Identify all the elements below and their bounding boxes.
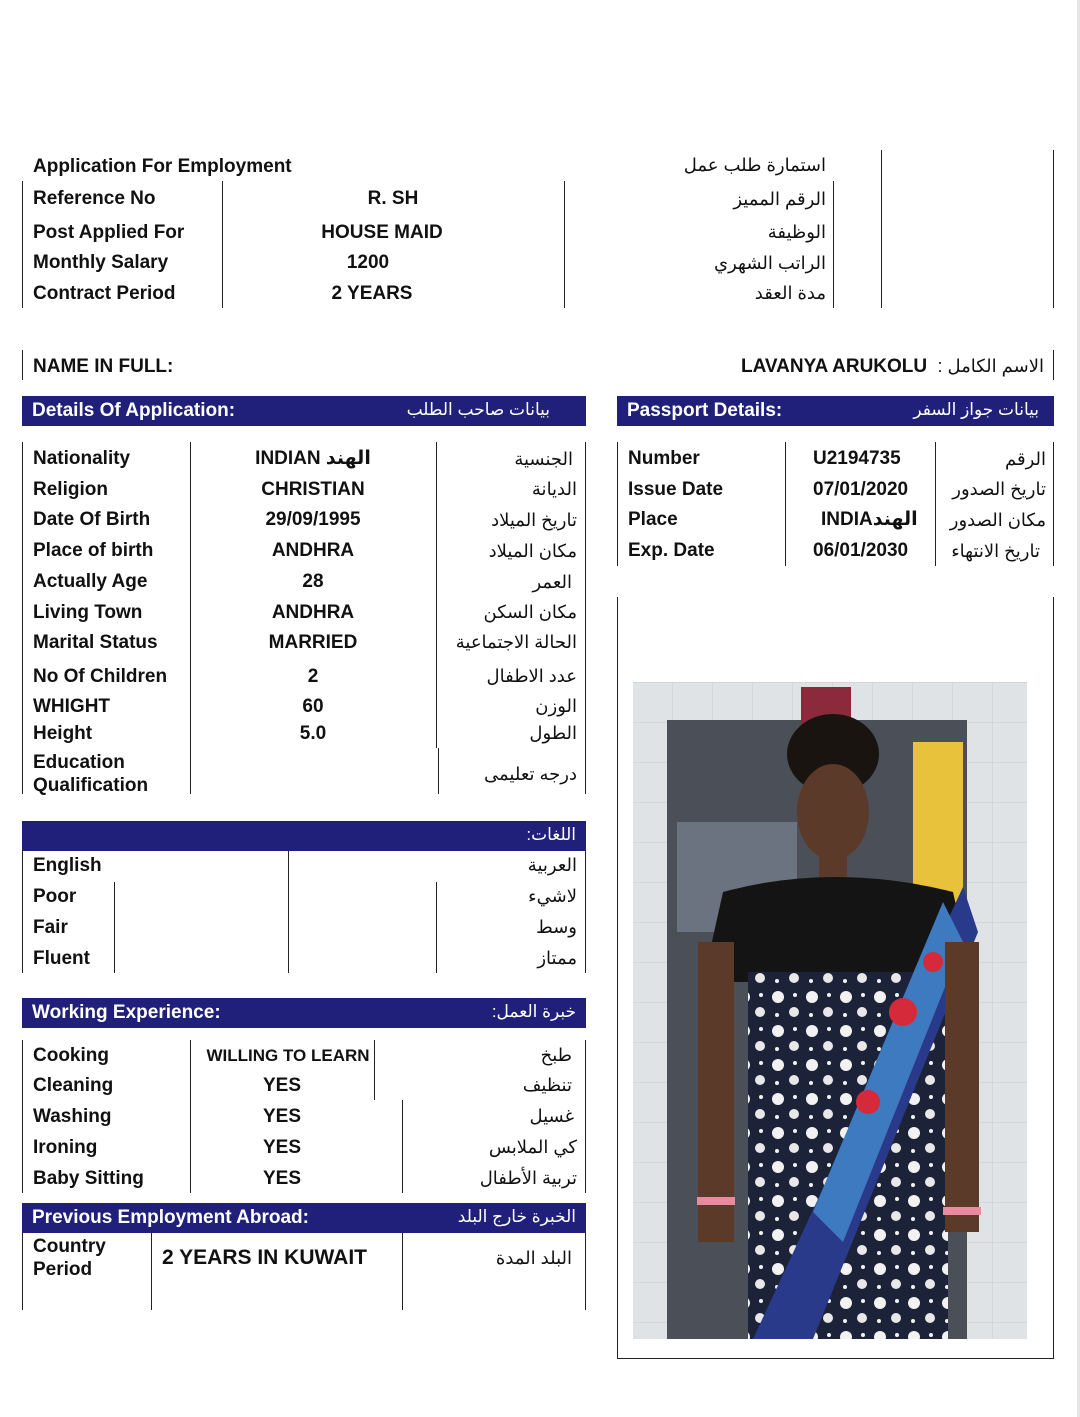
experience-value: YES [262,1137,302,1158]
post-applied-value: HOUSE MAID [321,222,443,243]
detail-value: ANDHRA [271,602,355,623]
detail-label: Marital Status [33,632,158,653]
level-fluent: Fluent [33,948,90,969]
post-applied-label: Post Applied For [33,222,185,243]
detail-label-ar: مكان الميلاد [488,541,577,561]
detail-label-ar: تاريخ الميلاد [491,510,577,530]
languages-title-ar: اللغات: [526,825,576,844]
experience-label: Cooking [33,1045,109,1066]
passport-label: Place [628,509,678,530]
experience-label-ar: كي الملابس [488,1137,577,1157]
detail-value: INDIAN الهند [255,448,371,469]
detail-value: CHRISTIAN [261,479,365,500]
experience-value: YES [262,1106,302,1127]
experience-value: YES [262,1168,302,1189]
experience-label-ar: طبخ [540,1045,572,1065]
form-title-ar: استمارة طلب عمل [683,155,826,175]
detail-label: Nationality [33,448,131,469]
experience-label-ar: غسيل [529,1106,574,1126]
contract-period-label-ar: مدة العقد [754,283,826,303]
passport-title-ar: بيانات جواز السفر [913,400,1039,419]
applicant-photo [633,682,1027,1339]
passport-value: 06/01/2030 [813,540,909,561]
detail-label: Place of birth [33,540,154,561]
experience-value: YES [262,1075,302,1096]
name-value: LAVANYA ARUKOLU [741,356,928,377]
monthly-salary-value: 1200 [346,252,390,273]
passport-label-ar: تاريخ الانتهاء [951,541,1040,561]
detail-value: 5.0 [299,723,327,744]
detail-value: ANDHRA [271,540,355,561]
languages-header-bar [22,821,586,851]
detail-label-ar: الديانة [531,479,577,499]
form-title-en: Application For Employment [33,156,292,177]
details-header-bar [22,396,586,426]
passport-value: INDIAالهند [821,509,918,530]
detail-value: 60 [302,696,324,717]
reference-no-label: Reference No [33,188,156,209]
passport-label: Number [628,448,700,469]
previous-header-bar [22,1203,586,1233]
experience-value: WILLING TO LEARN [206,1046,370,1065]
details-title: Details Of Application: [32,400,236,421]
language-arabic: العربية [527,855,577,875]
level-fluent-ar: ممتاز [537,948,577,968]
experience-label-ar: تنظيف [522,1075,572,1095]
detail-label: Height [33,723,93,744]
post-applied-label-ar: الوظيفة [767,222,826,242]
detail-value: 28 [302,571,324,592]
detail-label: Religion [33,479,108,500]
reference-no-value: R. SH [367,188,419,209]
level-poor: Poor [33,886,77,907]
passport-title: Passport Details: [627,400,783,421]
experience-label: Baby Sitting [33,1168,144,1189]
passport-label-ar: مكان الصدور [949,510,1046,530]
previous-value: 2 YEARS IN KUWAIT [162,1246,367,1269]
passport-value: U2194735 [813,448,901,469]
detail-value: 2 [307,666,319,687]
detail-label-ar: الطول [529,723,577,743]
monthly-salary-label: Monthly Salary [33,252,169,273]
previous-label-ar: البلد المدة [495,1248,572,1268]
passport-label-ar: الرقم [1004,449,1046,469]
previous-period-label: Period [33,1259,93,1280]
education-label: Education Qualification [33,752,149,796]
detail-label: No Of Children [33,666,168,687]
previous-country-label: Country [33,1236,106,1257]
detail-label-ar: مكان السكن [483,602,577,622]
passport-value: 07/01/2020 [813,479,909,500]
level-poor-ar: لاشيء [528,886,577,906]
experience-title: Working Experience: [32,1002,221,1023]
experience-header-bar [22,998,586,1028]
contract-period-label: Contract Period [33,283,176,304]
detail-value: MARRIED [268,632,358,653]
language-english: English [33,855,102,876]
passport-label: Exp. Date [628,540,715,561]
experience-title-ar: خبرة العمل: [491,1002,576,1021]
detail-label-ar: العمر [532,572,572,592]
detail-label-ar: الحالة الاجتماعية [455,632,577,652]
previous-title: Previous Employment Abroad: [32,1207,309,1228]
experience-label: Ironing [33,1137,98,1158]
name-label-ar: الاسم الكامل : [937,356,1044,376]
education-label-ar: درجه تعليمى [484,764,577,784]
level-fair-ar: وسط [536,917,577,937]
passport-label: Issue Date [628,479,724,500]
detail-label: WHIGHT [33,696,111,717]
experience-label: Washing [33,1106,112,1127]
detail-value: 29/09/1995 [265,509,361,530]
detail-label-ar: عدد الاطفال [486,666,577,686]
name-label: NAME IN FULL: [33,356,174,377]
passport-header-bar [617,396,1054,426]
experience-label-ar: تربية الأطفال [479,1168,577,1188]
detail-label: Actually Age [33,571,148,592]
passport-label-ar: تاريخ الصدور [952,479,1046,499]
detail-label-ar: الوزن [535,696,577,716]
previous-title-ar: الخبرة خارج البلد [457,1207,576,1226]
details-title-ar: بيانات صاحب الطلب [406,400,550,419]
detail-label: Living Town [33,602,143,623]
experience-label: Cleaning [33,1075,114,1096]
detail-label-ar: الجنسية [514,449,573,469]
contract-period-value: 2 YEARS [331,283,413,304]
detail-label: Date Of Birth [33,509,151,530]
reference-no-label-ar: الرقم المميز [733,189,826,209]
monthly-salary-label-ar: الراتب الشهري [714,253,826,273]
level-fair: Fair [33,917,68,938]
